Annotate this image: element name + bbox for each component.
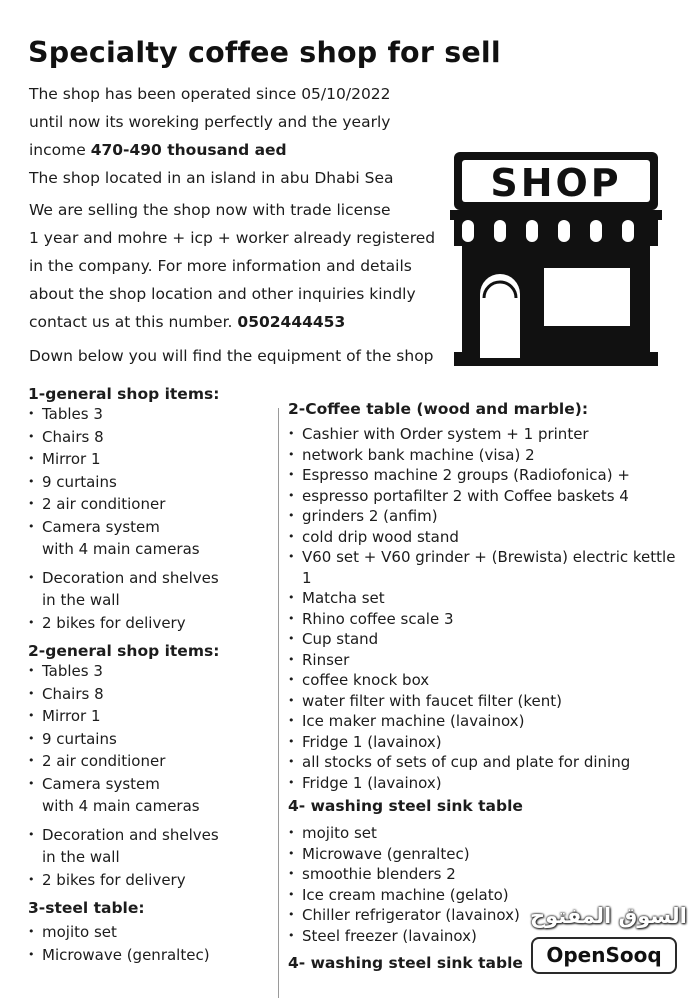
list-item: • Tables 3 [28, 403, 278, 426]
list-item [28, 773, 278, 818]
section-heading: 4- washing steel sink table [288, 954, 523, 972]
section-general-items-2 [28, 642, 278, 891]
intro-line: about the shop location and other inquiries kindly [29, 285, 416, 303]
watermark-arabic: السوق المفتوح [530, 904, 687, 928]
list-item: • V60 set + V60 grinder + (Brewista) electric kettle 1 [288, 547, 688, 588]
list-item: • water filter with faucet filter (kent) [288, 691, 688, 712]
list-item: • mojito set [288, 823, 688, 844]
section-steel-table [28, 899, 278, 966]
list-item: • Fridge 1 (lavainox) [288, 773, 688, 794]
list-item: • Ice maker machine (lavainox) [288, 711, 688, 732]
intro-line: until now its woreking perfectly and the yearly [29, 113, 391, 131]
intro-text [29, 80, 459, 336]
list-item: • Chairs 8 [28, 683, 278, 706]
equipment-intro: Down below you will find the equipment of the shop [29, 347, 434, 365]
list-item: • 9 curtains [28, 728, 278, 751]
list-item: • Steel freezer (lavainox) [288, 926, 688, 947]
intro-line [29, 308, 459, 336]
intro-line: 1 year and mohre + icp + worker already registered [29, 229, 436, 247]
intro-line [29, 136, 459, 164]
list-item-text: • Decoration and shelves [42, 825, 219, 844]
list-item-text: • Camera system [42, 517, 160, 536]
section-heading: 2-Coffee table (wood and marble): [288, 400, 589, 418]
list-item-text: • Decoration and shelves [42, 568, 219, 587]
list-item: • Tables 3 [28, 660, 278, 683]
list-item: • espresso portafilter 2 with Coffee baskets 4 [288, 486, 688, 507]
list-item: • 2 bikes for delivery [28, 612, 278, 635]
list-item: • all stocks of sets of cup and plate for dining [288, 752, 688, 773]
list-item: • network bank machine (visa) 2 [288, 445, 688, 466]
list-item-text: with 4 main cameras [42, 540, 200, 558]
column-divider [278, 408, 279, 998]
intro-line: We are selling the shop now with trade license [29, 201, 391, 219]
list-item: • Mirror 1 [28, 448, 278, 471]
list-item: • 9 curtains [28, 471, 278, 494]
shop-sign-text: SHOP [490, 161, 622, 205]
list-item [28, 516, 278, 561]
list-item: • Rinser [288, 650, 688, 671]
list-item: • 2 air conditioner [28, 493, 278, 516]
phone-number: 0502444453 [237, 313, 346, 331]
list-item: • coffee knock box [288, 670, 688, 691]
intro-income-label: income [29, 141, 91, 159]
page-title: Specialty coffee shop for sell [28, 36, 501, 69]
list-item: • Microwave (genraltec) [288, 844, 688, 865]
intro-line: in the company. For more information and details [29, 257, 412, 275]
list-item: • Mirror 1 [28, 705, 278, 728]
list-item-text: • Camera system [42, 774, 160, 793]
list-item: • Rhino coffee scale 3 [288, 609, 688, 630]
opensooq-logo: OpenSooq [531, 937, 677, 974]
list-item: • smoothie blenders 2 [288, 864, 688, 885]
list-item: • Microwave (genraltec) [28, 944, 278, 967]
list-item: • 2 bikes for delivery [28, 869, 278, 892]
list-item: • Matcha set [288, 588, 688, 609]
left-equipment-column [28, 385, 278, 974]
intro-line: The shop located in an island in abu Dhabi Sea [29, 169, 394, 187]
income-value: 470-490 thousand aed [90, 141, 287, 159]
list-item: • Chairs 8 [28, 426, 278, 449]
list-item-text: with 4 main cameras [42, 797, 200, 815]
list-item-text: in the wall [42, 848, 120, 866]
section-heading: 2-general shop items: [28, 642, 220, 660]
list-item: • mojito set [28, 921, 278, 944]
list-item-text: in the wall [42, 591, 120, 609]
intro-line: The shop has been operated since 05/10/2022 [29, 85, 391, 103]
list-item: • 2 air conditioner [28, 750, 278, 773]
list-item: • Chiller refrigerator (lavainox) [288, 905, 688, 926]
section-heading: 1-general shop items: [28, 385, 220, 403]
list-item: • Cup stand [288, 629, 688, 650]
list-item: • grinders 2 (anfim) [288, 506, 688, 527]
right-equipment-column [288, 400, 688, 978]
list-item: • Ice cream machine (gelato) [288, 885, 688, 906]
list-item [28, 567, 278, 612]
list-item: • Espresso machine 2 groups (Radiofonica) + [288, 465, 688, 486]
list-item: • Cashier with Order system + 1 printer [288, 424, 688, 445]
contact-label: contact us at this number. [29, 313, 238, 331]
list-item [28, 824, 278, 869]
list-item: • Fridge 1 (lavainox) [288, 732, 688, 753]
list-item: • cold drip wood stand [288, 527, 688, 548]
section-heading: 3-steel table: [28, 899, 145, 917]
section-general-items-1 [28, 385, 278, 634]
section-heading: 4- washing steel sink table [288, 797, 523, 815]
coffee-table-list [288, 424, 688, 793]
shop-storefront-icon [450, 152, 662, 366]
